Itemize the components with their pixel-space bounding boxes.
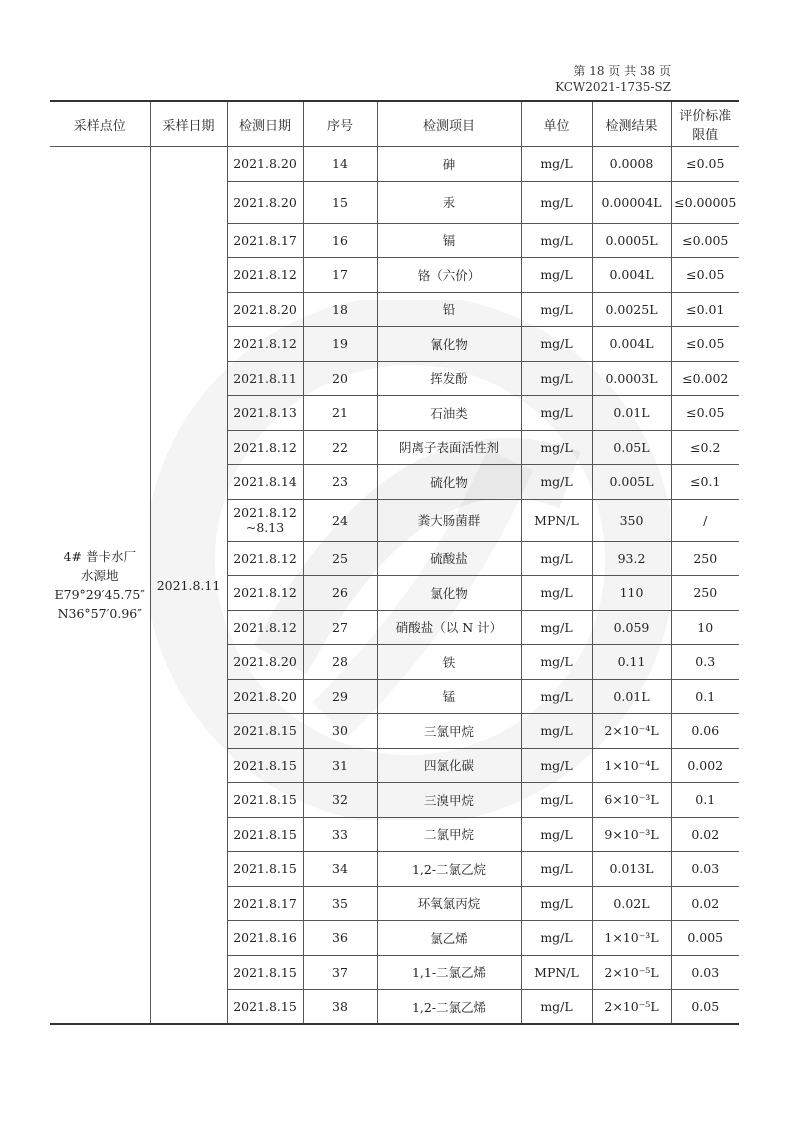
number-cell: 30: [303, 714, 377, 749]
test-date-cell: 2021.8.15: [227, 852, 303, 887]
unit-cell: mg/L: [521, 147, 592, 182]
col-test-item: 检测项目: [377, 101, 521, 147]
unit-cell: mg/L: [521, 610, 592, 645]
number-cell: 38: [303, 990, 377, 1025]
test-item-cell: 石油类: [377, 396, 521, 431]
test-date-cell: 2021.8.20: [227, 679, 303, 714]
unit-cell: MPN/L: [521, 499, 592, 541]
limit-cell: ≤0.1: [671, 465, 739, 500]
col-test-date: 检测日期: [227, 101, 303, 147]
limit-cell: 10: [671, 610, 739, 645]
test-date-cell: 2021.8.12: [227, 610, 303, 645]
sampling-date: 2021.8.11: [150, 147, 227, 1025]
limit-cell: 0.3: [671, 645, 739, 680]
limit-cell: /: [671, 499, 739, 541]
test-item-cell: 1,2-二氯乙烯: [377, 990, 521, 1025]
result-cell: 1×10⁻⁴L: [592, 748, 671, 783]
test-date-cell: 2021.8.17: [227, 223, 303, 258]
test-date-cell: 2021.8.15: [227, 714, 303, 749]
test-date-cell: 2021.8.12: [227, 430, 303, 465]
unit-cell: mg/L: [521, 361, 592, 396]
result-cell: 0.004L: [592, 258, 671, 293]
result-cell: 0.013L: [592, 852, 671, 887]
limit-cell: ≤0.005: [671, 223, 739, 258]
result-cell: 0.01L: [592, 396, 671, 431]
limit-cell: 0.005: [671, 921, 739, 956]
number-cell: 16: [303, 223, 377, 258]
result-cell: 350: [592, 499, 671, 541]
test-item-cell: 硫酸盐: [377, 541, 521, 576]
test-date-cell: 2021.8.15: [227, 783, 303, 818]
number-cell: 20: [303, 361, 377, 396]
limit-cell: 0.06: [671, 714, 739, 749]
test-date-cell: 2021.8.15: [227, 748, 303, 783]
number-cell: 37: [303, 955, 377, 990]
result-cell: 2×10⁻⁴L: [592, 714, 671, 749]
result-cell: 9×10⁻³L: [592, 817, 671, 852]
result-cell: 0.005L: [592, 465, 671, 500]
location-line: N36°57′0.96″: [57, 606, 142, 621]
number-cell: 34: [303, 852, 377, 887]
limit-cell: 0.1: [671, 679, 739, 714]
unit-cell: mg/L: [521, 465, 592, 500]
number-cell: 25: [303, 541, 377, 576]
test-item-cell: 1,1-二氯乙烯: [377, 955, 521, 990]
unit-cell: mg/L: [521, 292, 592, 327]
test-item-cell: 1,2-二氯乙烷: [377, 852, 521, 887]
limit-cell: 250: [671, 541, 739, 576]
result-cell: 0.05L: [592, 430, 671, 465]
number-cell: 17: [303, 258, 377, 293]
col-number: 序号: [303, 101, 377, 147]
limit-cell: ≤0.05: [671, 258, 739, 293]
result-cell: 0.0008: [592, 147, 671, 182]
number-cell: 35: [303, 886, 377, 921]
limit-cell: 0.05: [671, 990, 739, 1025]
location-line: 水源地: [80, 568, 119, 583]
result-cell: 0.0005L: [592, 223, 671, 258]
unit-cell: mg/L: [521, 396, 592, 431]
unit-cell: mg/L: [521, 181, 592, 223]
test-item-cell: 铬（六价）: [377, 258, 521, 293]
number-cell: 15: [303, 181, 377, 223]
test-date-cell: 2021.8.15: [227, 990, 303, 1025]
test-date-cell: 2021.8.12 ~8.13: [227, 499, 303, 541]
unit-cell: mg/L: [521, 990, 592, 1025]
test-item-cell: 三氯甲烷: [377, 714, 521, 749]
number-cell: 14: [303, 147, 377, 182]
test-item-cell: 镉: [377, 223, 521, 258]
unit-cell: MPN/L: [521, 955, 592, 990]
test-item-cell: 铅: [377, 292, 521, 327]
unit-cell: mg/L: [521, 645, 592, 680]
number-cell: 27: [303, 610, 377, 645]
unit-cell: mg/L: [521, 541, 592, 576]
number-cell: 22: [303, 430, 377, 465]
unit-cell: mg/L: [521, 817, 592, 852]
test-item-cell: 氯化物: [377, 576, 521, 611]
test-item-cell: 二氯甲烷: [377, 817, 521, 852]
col-sampling-date: 采样日期: [150, 101, 227, 147]
test-date-cell: 2021.8.15: [227, 955, 303, 990]
test-date-cell: 2021.8.14: [227, 465, 303, 500]
number-cell: 33: [303, 817, 377, 852]
test-date-cell: 2021.8.17: [227, 886, 303, 921]
test-date-cell: 2021.8.12: [227, 576, 303, 611]
number-cell: 28: [303, 645, 377, 680]
test-date-cell: 2021.8.12: [227, 541, 303, 576]
test-date-cell: 2021.8.20: [227, 147, 303, 182]
limit-cell: 250: [671, 576, 739, 611]
test-item-cell: 氰化物: [377, 327, 521, 362]
test-date-cell: 2021.8.12: [227, 258, 303, 293]
col-unit: 单位: [521, 101, 592, 147]
result-cell: 0.004L: [592, 327, 671, 362]
test-date-cell: 2021.8.16: [227, 921, 303, 956]
result-cell: 2×10⁻⁵L: [592, 990, 671, 1025]
col-sampling-point: 采样点位: [50, 101, 150, 147]
number-cell: 31: [303, 748, 377, 783]
test-date-cell: 2021.8.12: [227, 327, 303, 362]
test-date-cell: 2021.8.20: [227, 292, 303, 327]
table-row: [50, 147, 739, 182]
test-item-cell: 氯乙烯: [377, 921, 521, 956]
number-cell: 24: [303, 499, 377, 541]
number-cell: 29: [303, 679, 377, 714]
test-item-cell: 挥发酚: [377, 361, 521, 396]
result-cell: 0.11: [592, 645, 671, 680]
number-cell: 23: [303, 465, 377, 500]
limit-cell: 0.1: [671, 783, 739, 818]
number-cell: 18: [303, 292, 377, 327]
unit-cell: mg/L: [521, 852, 592, 887]
unit-cell: mg/L: [521, 258, 592, 293]
test-item-cell: 三溴甲烷: [377, 783, 521, 818]
location-line: 4# 普卡水厂: [63, 549, 136, 564]
result-cell: 0.059: [592, 610, 671, 645]
test-item-cell: 铁: [377, 645, 521, 680]
test-item-cell: 锰: [377, 679, 521, 714]
limit-cell: 0.03: [671, 955, 739, 990]
unit-cell: mg/L: [521, 327, 592, 362]
test-item-cell: 硝酸盐（以 N 计）: [377, 610, 521, 645]
result-cell: 110: [592, 576, 671, 611]
unit-cell: mg/L: [521, 679, 592, 714]
number-cell: 32: [303, 783, 377, 818]
number-cell: 26: [303, 576, 377, 611]
table-body: [50, 147, 739, 1025]
test-item-cell: 汞: [377, 181, 521, 223]
test-date-cell: 2021.8.20: [227, 181, 303, 223]
limit-cell: 0.02: [671, 817, 739, 852]
report-code: KCW2021-1735-SZ: [555, 80, 671, 94]
results-table: [50, 100, 739, 1025]
test-date-cell: 2021.8.20: [227, 645, 303, 680]
test-item-cell: 环氧氯丙烷: [377, 886, 521, 921]
unit-cell: mg/L: [521, 886, 592, 921]
unit-cell: mg/L: [521, 714, 592, 749]
page-number: 第 18 页 共 38 页: [573, 64, 671, 78]
unit-cell: mg/L: [521, 576, 592, 611]
limit-cell: 0.002: [671, 748, 739, 783]
limit-cell: 0.02: [671, 886, 739, 921]
number-cell: 21: [303, 396, 377, 431]
unit-cell: mg/L: [521, 223, 592, 258]
unit-cell: mg/L: [521, 748, 592, 783]
limit-cell: ≤0.05: [671, 147, 739, 182]
limit-cell: ≤0.05: [671, 396, 739, 431]
result-cell: 0.02L: [592, 886, 671, 921]
result-cell: 0.01L: [592, 679, 671, 714]
limit-cell: 0.03: [671, 852, 739, 887]
limit-cell: ≤0.2: [671, 430, 739, 465]
test-item-cell: 硫化物: [377, 465, 521, 500]
table-header-row: [50, 101, 739, 147]
result-cell: 0.0003L: [592, 361, 671, 396]
unit-cell: mg/L: [521, 783, 592, 818]
test-item-cell: 阴离子表面活性剂: [377, 430, 521, 465]
result-cell: 0.0025L: [592, 292, 671, 327]
location-line: E79°29′45.75″: [54, 587, 145, 602]
test-date-cell: 2021.8.13: [227, 396, 303, 431]
sampling-location: [50, 147, 150, 1025]
test-date-cell: 2021.8.11: [227, 361, 303, 396]
result-cell: 0.00004L: [592, 181, 671, 223]
limit-cell: ≤0.002: [671, 361, 739, 396]
test-item-cell: 粪大肠菌群: [377, 499, 521, 541]
unit-cell: mg/L: [521, 921, 592, 956]
result-cell: 2×10⁻⁵L: [592, 955, 671, 990]
test-date-cell: 2021.8.15: [227, 817, 303, 852]
unit-cell: mg/L: [521, 430, 592, 465]
test-item-cell: 砷: [377, 147, 521, 182]
col-limit: 评价标准限值: [671, 101, 739, 147]
result-cell: 6×10⁻³L: [592, 783, 671, 818]
col-result: 检测结果: [592, 101, 671, 147]
limit-cell: ≤0.00005: [671, 181, 739, 223]
limit-cell: ≤0.05: [671, 327, 739, 362]
number-cell: 36: [303, 921, 377, 956]
number-cell: 19: [303, 327, 377, 362]
result-cell: 93.2: [592, 541, 671, 576]
result-cell: 1×10⁻³L: [592, 921, 671, 956]
limit-cell: ≤0.01: [671, 292, 739, 327]
test-item-cell: 四氯化碳: [377, 748, 521, 783]
